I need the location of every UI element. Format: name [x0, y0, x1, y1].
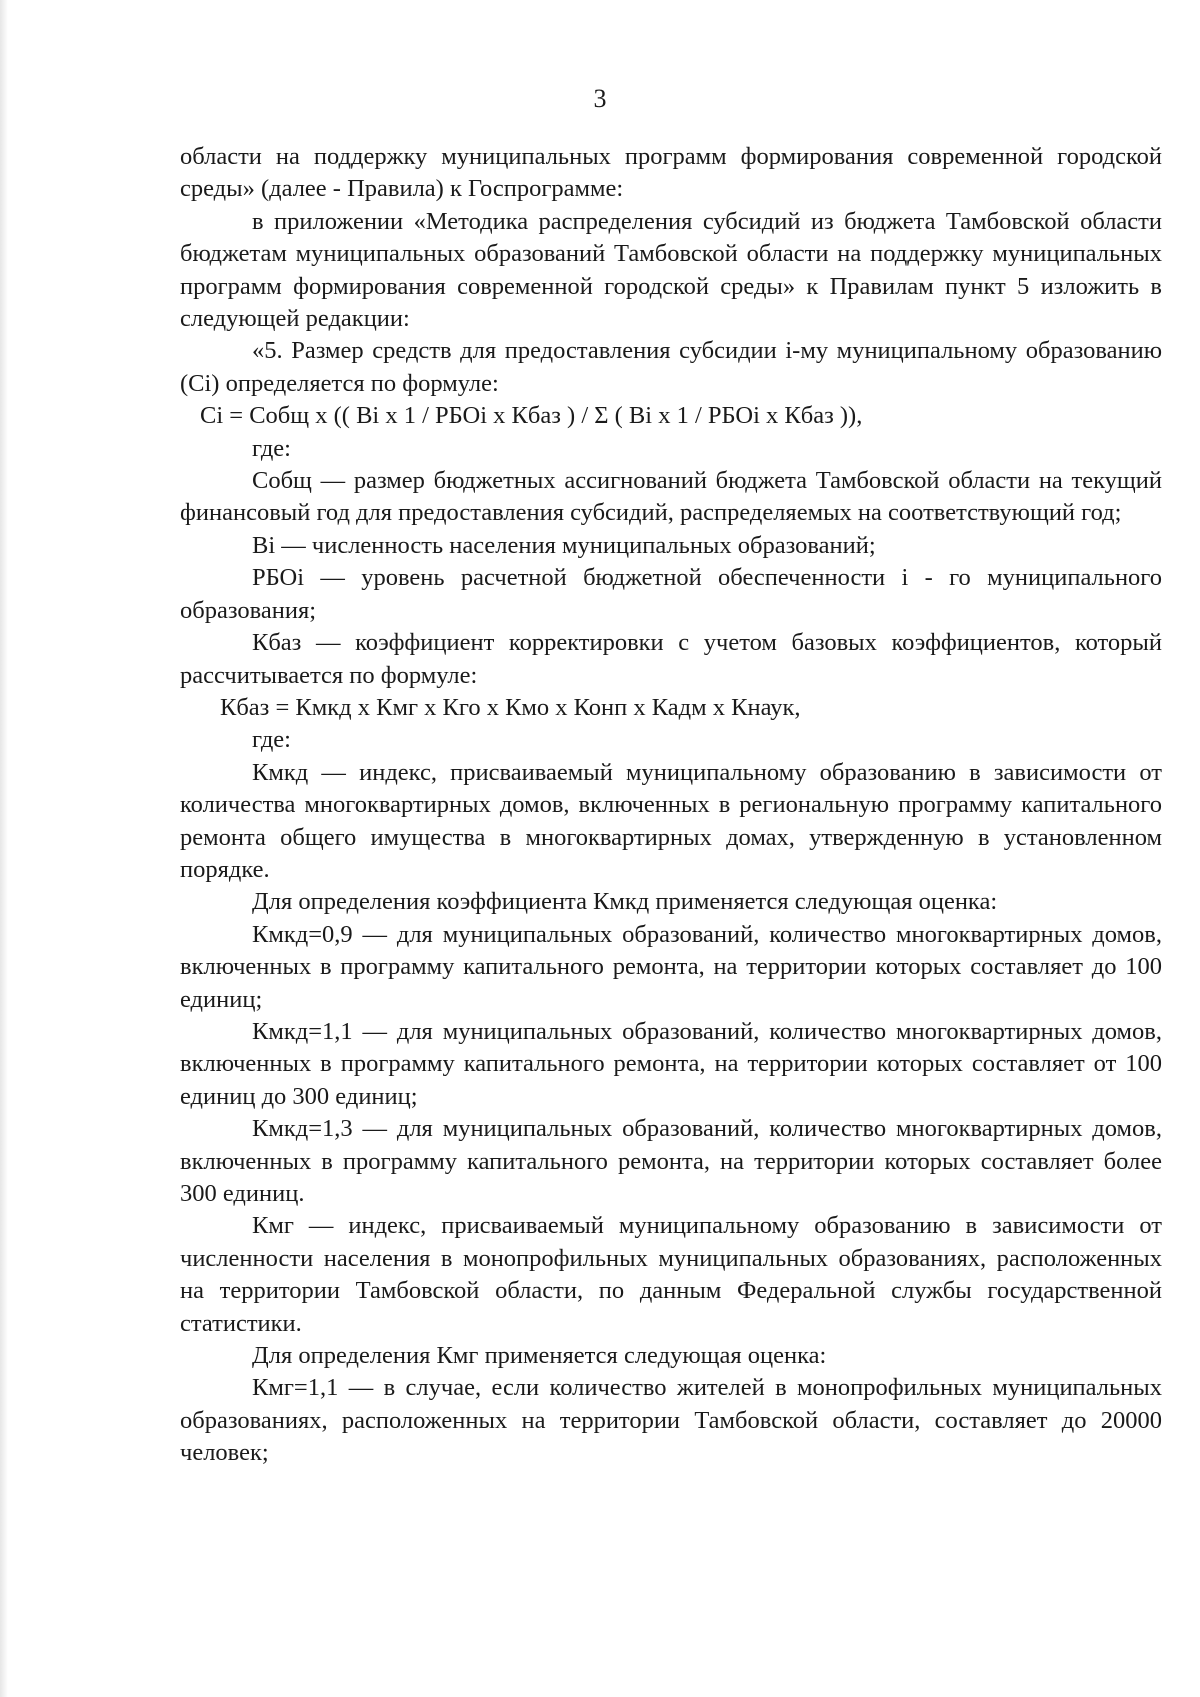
document-body [180, 141, 1162, 1470]
kmkd-value-1-3: Кмкд=1,3 — для муниципальных образований, количество многоквартирных домов, включенных в программу капитального ремонта, на территории которых составляет более 300 единиц. [180, 1115, 1162, 1207]
paragraph: области на поддержку муниципальных программ формирования современной городской среды» (далее - Правила) к Госпрограмме: [180, 143, 1162, 203]
paragraph: Для определения коэффициента Кмкд применяется следующая оценка: [252, 888, 998, 916]
page-number: 3 [593, 84, 607, 113]
formula-ci: Ci = Cобщ х (( Bi х 1 / РБОi х Кбаз ) / Σ ( Bi х 1 / РБОi х Кбаз )), [200, 402, 863, 430]
paragraph: в приложении «Методика распределения субсидий из бюджета Тамбовской области бюджетам муниципальных образований Тамбовской области на поддержку муниципальных программ формирования современной городской среды» к Правилам пункт 5 изложить в следующей редакции: [180, 207, 1162, 333]
paragraph: «5. Размер средств для предоставления субсидии i-му муниципальному образованию (Ci) определяется по формуле: [180, 337, 1162, 397]
definition-kmg: Кмг — индекс, присваиваемый муниципальному образованию в зависимости от численности населения в монопрофильных муниципальных образованиях, расположенных на территории Тамбовской области, по данным Федеральной службы государственной статистики. [180, 1212, 1162, 1337]
kmkd-value-1-1: Кмкд=1,1 — для муниципальных образований, количество многоквартирных домов, включенных в программу капитального ремонта, на территории которых составляет от 100 единиц до 300 единиц; [180, 1017, 1162, 1110]
where-label: где: [252, 726, 291, 754]
definition-kmkd: Кмкд — индекс, присваиваемый муниципальному образованию в зависимости от количества многоквартирных домов, включенных в региональную программу капитального ремонта общего имущества в многоквартирных домах, утвержденную в установленном порядке. [180, 758, 1162, 883]
definition-cobsch: Cобщ — размер бюджетных ассигнований бюджета Тамбовской области на текущий финансовый год для предоставления субсидий, распределяемых на соответствующий год; [180, 467, 1162, 527]
definition-bi: Bi — численность населения муниципальных образований; [252, 531, 876, 559]
kmg-value-1-1: Кмг=1,1 — в случае, если количество жителей в монопрофильных муниципальных образованиях, расположенных на территории Тамбовской области, составляет до 20000 человек; [180, 1374, 1162, 1467]
kmkd-value-0-9: Кмкд=0,9 — для муниципальных образований, количество многоквартирных домов, включенных в программу капитального ремонта, на территории которых составляет до 100 единиц; [180, 920, 1162, 1013]
where-label: где: [252, 434, 291, 462]
definition-kbaz: Кбаз — коэффициент корректировки с учетом базовых коэффициентов, который рассчитывается по формуле: [180, 629, 1162, 689]
paragraph: Для определения Кмг применяется следующая оценка: [252, 1342, 827, 1370]
definition-rboi: РБОi — уровень расчетной бюджетной обеспеченности i - го муниципального образования; [180, 564, 1162, 624]
formula-kbaz: Кбаз = Кмкд х Кмг х Кго х Кмо х Конп х Кадм х Кнаук, [220, 693, 801, 721]
scan-edge-shadow [0, 0, 8, 1697]
